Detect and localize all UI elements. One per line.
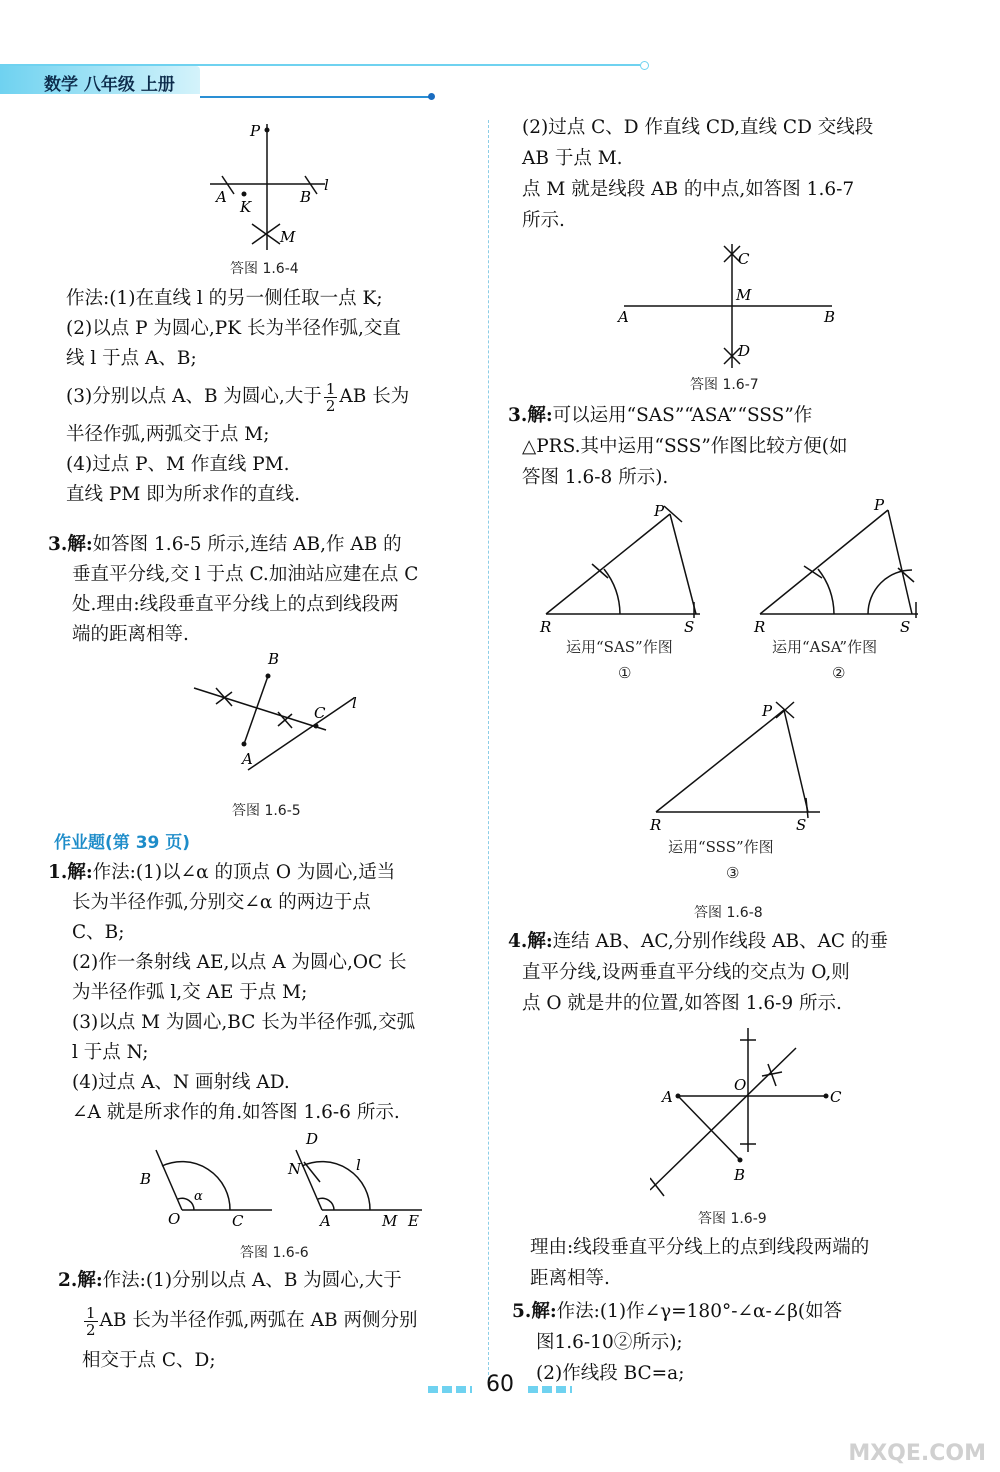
text-line: AB 于点 M. xyxy=(522,148,623,169)
fig8b-label-P: P xyxy=(874,496,885,514)
fig6-label-M: M xyxy=(382,1212,398,1230)
header-top-rule xyxy=(0,64,640,66)
page-number-decor-right xyxy=(528,1386,572,1393)
fig8b-label-S: S xyxy=(900,618,911,634)
text-line: 直线 PM 即为所求作的直线. xyxy=(66,484,301,505)
fig8-sub3-number: ③ xyxy=(726,864,740,882)
fig9-label-A: A xyxy=(662,1088,673,1106)
fig8c-label-P: P xyxy=(762,702,773,720)
fig8-sub2-caption: 运用“ASA”作图 xyxy=(772,638,878,656)
text-line: ∠A 就是所求作的角.如答图 1.6-6 所示. xyxy=(72,1102,400,1123)
header-top-dot xyxy=(640,61,649,70)
fraction-half: $\frac{1}{2}$ xyxy=(86,1303,96,1339)
figure-1-6-4 xyxy=(200,118,350,258)
text-line xyxy=(512,1296,842,1327)
text-line: 所示. xyxy=(522,210,565,231)
fig6-label-D: D xyxy=(306,1130,319,1148)
text-line: 理由:线段垂直平分线上的点到线段两端的 xyxy=(530,1237,870,1258)
left-hw2 xyxy=(58,1266,417,1376)
fig8-sub1-caption: 运用“SAS”作图 xyxy=(566,638,673,656)
text-line: 点 O 就是井的位置,如答图 1.6-9 所示. xyxy=(522,993,842,1014)
figure-1-6-9 xyxy=(650,1020,860,1200)
fig7-label-B: B xyxy=(824,308,836,326)
text-line: (2)以点 P 为圆心,PK 长为半径作弧,交直 xyxy=(66,318,401,339)
fig4-label-P: P xyxy=(250,122,261,140)
q4-label: 4.解: xyxy=(508,931,553,952)
text-line xyxy=(66,374,409,420)
text-line: 线 l 于点 A、B; xyxy=(66,348,197,369)
fig5-caption: 答图 1.6-5 xyxy=(232,803,301,819)
right-reason xyxy=(530,1232,869,1294)
text-line: (2)作线段 BC=a; xyxy=(536,1363,685,1384)
fig4-label-K: K xyxy=(240,198,252,216)
fig8-caption: 答图 1.6-8 xyxy=(694,905,763,921)
text-line xyxy=(48,530,418,560)
text-line: 为半径作弧 l,交 AE 于点 M; xyxy=(72,982,308,1003)
fig4-caption: 答图 1.6-4 xyxy=(230,261,299,277)
fig9-label-B: B xyxy=(734,1166,746,1184)
text-line: (4)过点 A、N 画射线 AD. xyxy=(72,1072,290,1093)
text-line: C、B; xyxy=(72,922,125,943)
q3-label: 3.解: xyxy=(48,534,93,555)
figure-1-6-8-sas xyxy=(534,494,714,634)
fig8-sub1-number: ① xyxy=(618,664,632,682)
text-line: (4)过点 P、M 作直线 PM. xyxy=(66,454,290,475)
fig7-caption: 答图 1.6-7 xyxy=(690,377,759,393)
text-line: 相交于点 C、D; xyxy=(82,1350,216,1371)
right-q4 xyxy=(508,926,888,1019)
text-segment: AB 长为半径作弧,两弧在 AB 两侧分别 xyxy=(99,1310,418,1331)
fig8-sub3-caption: 运用“SSS”作图 xyxy=(668,838,774,856)
text-segment: 可以运用“SAS”“ASA”“SSS”作 xyxy=(552,405,813,426)
text-line: 长为半径作弧,分别交∠α 的两边于点 xyxy=(72,892,371,913)
text-line: 距离相等. xyxy=(530,1268,610,1289)
hw1-label: 1.解: xyxy=(48,862,93,883)
text-line: (2)过点 C、D 作直线 CD,直线 CD 交线段 xyxy=(522,117,874,138)
text-segment: 作法:(1)以∠α 的顶点 O 为圆心,适当 xyxy=(92,862,396,883)
header-bottom-rule xyxy=(200,96,430,98)
fig6-label-E: E xyxy=(408,1212,419,1230)
fig7-label-C: C xyxy=(738,250,750,268)
left-hw1 xyxy=(48,858,415,1128)
text-segment: 如答图 1.6-5 所示,连结 AB,作 AB 的 xyxy=(92,534,402,555)
fig6-label-C: C xyxy=(232,1212,244,1230)
text-line: (2)作一条射线 AE,以点 A 为圆心,OC 长 xyxy=(72,952,407,973)
text-line xyxy=(508,926,888,957)
text-line xyxy=(48,858,415,888)
fig6-label-B: B xyxy=(140,1170,152,1188)
hw2-label: 2.解: xyxy=(58,1270,103,1291)
fig6-label-A: A xyxy=(320,1212,331,1230)
text-segment: AB 长为 xyxy=(339,386,410,407)
left-text-block-1 xyxy=(66,284,409,510)
figure-1-6-7 xyxy=(610,236,850,376)
text-line: 答图 1.6-8 所示). xyxy=(522,467,669,488)
q5-label: 5.解: xyxy=(512,1301,557,1322)
text-line: 直平分线,设两垂直平分线的交点为 O,则 xyxy=(522,962,850,983)
fig5-label-l: l xyxy=(352,694,357,712)
text-segment: (3)分别以点 A、B 为圆心,大于 xyxy=(66,386,322,407)
fig7-label-D: D xyxy=(738,342,751,360)
text-line: 作法:(1)在直线 l 的另一侧任取一点 K; xyxy=(66,288,383,309)
fig8-label-P: P xyxy=(654,502,665,520)
watermark: MXQE.COM xyxy=(848,1441,986,1466)
q3-label: 3.解: xyxy=(508,405,553,426)
fig8b-label-R: R xyxy=(754,618,766,634)
right-q3 xyxy=(508,400,848,493)
text-line: 垂直平分线,交 l 于点 C.加油站应建在点 C xyxy=(72,564,419,585)
fig9-label-C: C xyxy=(830,1088,842,1106)
fig6-label-alpha: α xyxy=(194,1189,203,1204)
text-line: 图1.6-10②所示); xyxy=(536,1332,683,1353)
text-line: 处.理由:线段垂直平分线上的点到线段两 xyxy=(72,594,399,615)
text-line: △PRS.其中运用“SSS”作图比较方便(如 xyxy=(522,436,848,457)
fig8-label-R: R xyxy=(540,618,552,634)
text-line: 点 M 就是线段 AB 的中点,如答图 1.6-7 xyxy=(522,179,855,200)
fig6-label-O: O xyxy=(168,1210,181,1228)
text-segment: 连结 AB、AC,分别作线段 AB、AC 的垂 xyxy=(552,931,888,952)
fig4-label-l: l xyxy=(324,176,329,194)
text-segment: 作法:(1)分别以点 A、B 为圆心,大于 xyxy=(102,1270,402,1291)
fig4-label-A: A xyxy=(216,188,227,206)
fig8c-label-S: S xyxy=(796,816,807,834)
text-line: (3)以点 M 为圆心,BC 长为半径作弧,交弧 xyxy=(72,1012,416,1033)
fig5-label-C: C xyxy=(314,704,326,722)
fig6-label-l: l xyxy=(356,1156,361,1174)
header-title: 数学 八年级 上册 xyxy=(44,75,175,95)
text-line: l 于点 N; xyxy=(72,1042,149,1063)
column-divider xyxy=(488,120,489,1380)
fig4-label-M: M xyxy=(280,228,296,246)
fig7-label-M: M xyxy=(736,286,752,304)
fig9-caption: 答图 1.6-9 xyxy=(698,1211,767,1227)
right-text-block-1 xyxy=(522,112,873,236)
text-segment: 作法:(1)作∠γ=180°-∠α-∠β(如答 xyxy=(556,1301,843,1322)
figure-1-6-5 xyxy=(186,648,366,778)
fig5-label-B: B xyxy=(268,650,280,668)
fig8c-label-R: R xyxy=(650,816,662,834)
fig8-label-S: S xyxy=(684,618,695,634)
text-line xyxy=(58,1296,417,1346)
left-q3 xyxy=(48,530,418,650)
text-line xyxy=(508,400,848,431)
fig9-label-O: O xyxy=(734,1076,747,1094)
header-bottom-dot xyxy=(428,93,435,100)
figure-1-6-8-asa xyxy=(748,494,928,634)
fig6-caption: 答图 1.6-6 xyxy=(240,1245,309,1261)
figure-1-6-8-sss xyxy=(644,694,834,834)
figure-1-6-6 xyxy=(132,1130,432,1240)
text-line: 端的距离相等. xyxy=(72,624,189,645)
homework-title: 作业题(第 39 页) xyxy=(54,833,191,853)
fig4-label-B: B xyxy=(300,188,312,206)
text-line: 半径作弧,两弧交于点 M; xyxy=(66,424,270,445)
fig5-label-A: A xyxy=(242,750,253,768)
page-number: 60 xyxy=(486,1372,514,1397)
fraction-half: $\frac{1}{2}$ xyxy=(325,379,336,415)
fig6-label-N: N xyxy=(288,1160,302,1178)
fig7-label-A: A xyxy=(618,308,629,326)
fig8-sub2-number: ② xyxy=(832,664,846,682)
text-line xyxy=(58,1266,417,1296)
